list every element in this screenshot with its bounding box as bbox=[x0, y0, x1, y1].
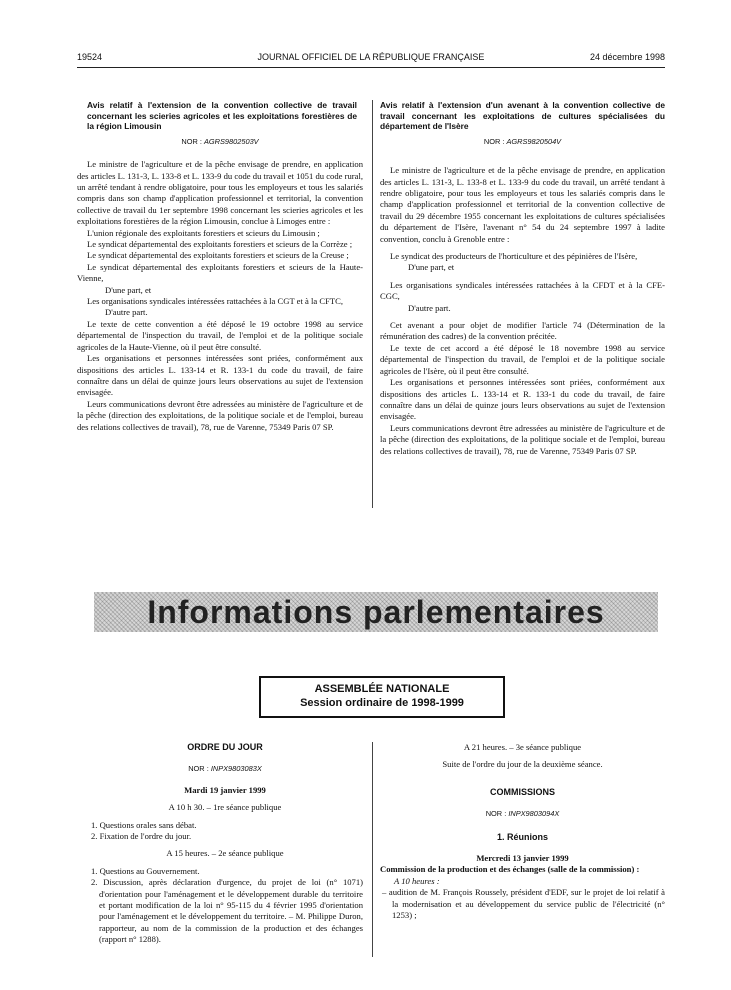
right-para: Le syndicat des producteurs de l'horticulture et des pépinières de l'Isère, bbox=[390, 251, 638, 262]
issue-date: 24 décembre 1998 bbox=[589, 52, 665, 62]
right-para: Le texte de cet accord a été déposé le 18 novembre 1998 au service départemental de l'inspection du travail, de l'emploi et de la politique sociale agricoles de l'Isère, où il peut être consulté. bbox=[380, 342, 665, 376]
ordre-day: Mardi 19 janvier 1999 bbox=[184, 784, 266, 795]
commissions bbox=[380, 742, 665, 921]
left-para: Les organisations syndicales intéressées rattachées à la CGT et à la CFTC, bbox=[87, 296, 343, 307]
right-para: Les organisations syndicales intéressées rattachées à la CFDT et à la CFE-CGC, bbox=[380, 279, 665, 302]
section-banner-title: Informations parlementaires bbox=[147, 594, 605, 630]
left-para: D'une part, et bbox=[105, 284, 152, 295]
right-para: Les organisations et personnes intéressées sont priées, conformément aux dispositions des articles L. 133-14 et R. 133-1 du code du travail, de faire connaître dans un délai de quinze jours leurs observations au sujet de l'extension envisagée. bbox=[380, 377, 665, 422]
ordre-du-jour bbox=[87, 742, 363, 946]
agenda-item: 1. Questions orales sans débat. bbox=[91, 819, 197, 830]
left-para: Leurs communications devront être adressées au ministère de l'agriculture et de la pêche (direction des exploitations, de la politique sociale et de l'emploi, bureau des relations collectives de travail), 78, rue de Varenne, 75349 Paris 07 SP. bbox=[77, 398, 363, 432]
session-2: A 15 heures. – 2e séance publique bbox=[166, 848, 284, 859]
journal-title: JOURNAL OFFICIEL DE LA RÉPUBLIQUE FRANÇAISE bbox=[257, 52, 485, 62]
page-header bbox=[77, 52, 665, 68]
left-para: Le syndicat départemental des exploitants forestiers et scieurs de la Haute-Vienne, bbox=[77, 261, 363, 284]
left-para: Le syndicat départemental des exploitants forestiers et scieurs de la Creuse ; bbox=[87, 250, 349, 261]
left-para: Le syndicat départemental des exploitants forestiers et scieurs de la Corrèze ; bbox=[87, 239, 353, 250]
right-notice bbox=[380, 100, 665, 457]
suite-text: Suite de l'ordre du jour de la deuxième séance. bbox=[442, 759, 603, 770]
right-notice-title: Avis relatif à l'extension d'un avenant à la convention collective de travail concernant les exploitations de cultures spécialisées du département de l'Isère bbox=[380, 100, 665, 132]
page-number: 19524 bbox=[77, 52, 103, 62]
session-1: A 10 h 30. – 1re séance publique bbox=[168, 802, 282, 813]
commissions-heading: COMMISSIONS bbox=[489, 786, 555, 797]
agenda-item: 2. Fixation de l'ordre du jour. bbox=[91, 831, 192, 842]
reunion-item: – audition de M. François Roussely, président d'EDF, sur le projet de loi relatif à la modernisation et au développement du service public de l'électricité (n° 1253) ; bbox=[382, 887, 665, 921]
right-para: D'une part, et bbox=[408, 262, 455, 273]
right-para: Leurs communications devront être adressées au ministère de l'agriculture et de la pêche (direction des exploitations, de la politique sociale et de l'emploi, bureau des relations collectives de travail), 78, rue de Varenne, 75349 Paris 07 SP. bbox=[380, 422, 665, 456]
left-para: Le texte de cette convention a été déposé le 19 octobre 1998 au service départemental de l'inspection du travail, de l'emploi et de la politique sociale agricoles de la Haute-Vienne, où il peut être consulté. bbox=[77, 318, 363, 352]
assembly-title: ASSEMBLÉE NATIONALE bbox=[314, 683, 450, 695]
reunion-time: A 10 heures : bbox=[394, 875, 440, 886]
left-nor: NOR : AGRS9802503V bbox=[181, 136, 259, 146]
assembly-box bbox=[259, 676, 505, 718]
left-para: L'union régionale des exploitants forestiers et scieurs du Limousin ; bbox=[87, 227, 320, 238]
column-divider bbox=[372, 742, 373, 957]
session-title: Session ordinaire de 1998-1999 bbox=[300, 697, 464, 709]
reunion-day: Mercredi 13 janvier 1999 bbox=[476, 853, 569, 864]
ordre-nor: NOR : INPX9803083X bbox=[188, 764, 262, 774]
left-para: Les organisations et personnes intéressées sont priées, conformément aux dispositions des articles L. 133-14 et R. 133-1 du code du travail, de faire connaître dans un délai de quinze jours leurs observations au sujet de l'extension envisagée. bbox=[77, 353, 363, 398]
left-para: Le ministre de l'agriculture et de la pêche envisage de prendre, en application des articles L. 131-3, L. 133-8 et L. 133-9 du code du travail et 1051 du code rural, un arrêté tendant à rendre obligatoire, pour tous les employeurs et tous les salariés compris dans son champ d'application professionnel et territorial, la convention collective de travail du 1er septembre 1998 concernant les scieries agricoles et les exploitations forestières de la région Limousin, conclue à Limoges entre : bbox=[77, 159, 363, 227]
left-notice bbox=[77, 100, 363, 433]
reunions-heading: 1. Réunions bbox=[496, 831, 548, 842]
agenda-item: 1. Questions au Gouvernement. bbox=[91, 865, 200, 876]
commissions-nor: NOR : INPX9803094X bbox=[485, 809, 560, 819]
right-para: D'autre part. bbox=[408, 302, 451, 313]
column-divider bbox=[372, 100, 373, 508]
header-rule bbox=[77, 67, 665, 68]
ordre-heading: ORDRE DU JOUR bbox=[187, 742, 263, 752]
session-3: A 21 heures. – 3e séance publique bbox=[463, 742, 582, 752]
left-notice-title: Avis relatif à l'extension de la convention collective de travail concernant les scieries agricoles et les exploitations forestières de la région Limousin bbox=[87, 100, 357, 132]
left-para: D'autre part. bbox=[105, 307, 148, 318]
commission-name: Commission de la production et des échanges (salle de la commission) : bbox=[380, 864, 640, 875]
right-para: Le ministre de l'agriculture et de la pêche envisage de prendre, en application des articles L. 131-3, L. 133-8 et L. 133-9 du code du travail, un arrêté tendant à rendre obligatoire, pour tous les employeurs et tous les salariés compris dans le champ d'application professionnel et territorial de la convention collective de travail du 29 décembre 1955 concernant les exploitations de cultures spécialisées du département de l'Isère, l'avenant n° 54 du 24 septembre 1997 à ladite convention, conclu à Grenoble entre : bbox=[380, 165, 665, 244]
right-para: Cet avenant a pour objet de modifier l'article 74 (Détermination de la rémunération des cadres) de la convention précitée. bbox=[380, 320, 665, 342]
right-nor: NOR : AGRS9820504V bbox=[483, 136, 562, 146]
agenda-item: 2. Discussion, après déclaration d'urgence, du projet de loi (n° 1071) d'orientation pour l'aménagement et le développement durable du territoire et portant modification de la loi n° 95-115 du 4 février 1995 d'orientation pour l'aménagement et le développement du territoire. – M. Philippe Duron, rapporteur, au nom de la commission de la production et des échanges (rapport n° 1288). bbox=[91, 877, 363, 945]
